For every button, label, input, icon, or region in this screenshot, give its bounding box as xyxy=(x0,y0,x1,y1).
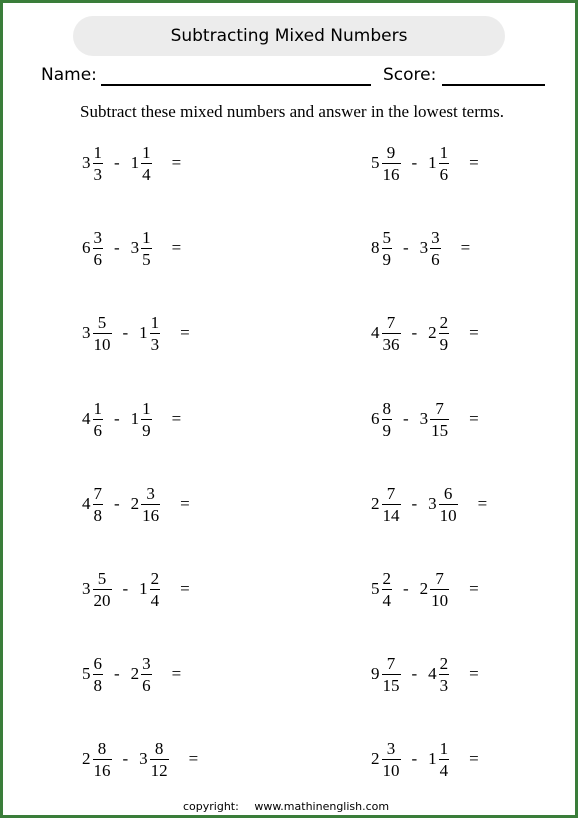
equals-sign: = xyxy=(188,749,199,768)
fraction xyxy=(439,740,450,779)
minus-sign: - xyxy=(122,323,129,342)
fraction xyxy=(439,314,450,353)
title-banner xyxy=(73,16,505,56)
numerator: 8 xyxy=(382,398,391,418)
numerator: 1 xyxy=(150,312,160,332)
numerator: 2 xyxy=(439,312,449,332)
whole-number: 2 xyxy=(130,664,140,683)
equals-sign: = xyxy=(469,323,479,342)
denominator: 3 xyxy=(93,164,102,184)
numerator: 1 xyxy=(142,142,151,162)
minus-sign: - xyxy=(403,579,409,598)
denominator: 16 xyxy=(142,505,160,525)
equals-sign: = xyxy=(171,664,182,683)
denominator: 16 xyxy=(382,164,400,184)
problem-item xyxy=(82,569,190,609)
fraction xyxy=(382,144,401,183)
whole-number: 1 xyxy=(428,153,437,172)
minus-sign: - xyxy=(114,409,120,428)
denominator: 14 xyxy=(382,505,400,525)
minus-sign: - xyxy=(122,579,129,598)
denominator: 10 xyxy=(439,505,457,525)
problem-item xyxy=(371,569,479,609)
fraction xyxy=(141,485,160,524)
denominator: 6 xyxy=(439,164,449,184)
whole-number: 3 xyxy=(82,323,91,342)
fraction xyxy=(150,314,161,353)
numerator: 1 xyxy=(439,738,449,758)
fraction xyxy=(439,144,450,183)
problem-item xyxy=(82,739,198,779)
denominator: 16 xyxy=(93,760,111,780)
fraction xyxy=(141,400,152,439)
fraction xyxy=(150,740,169,779)
fraction xyxy=(382,485,401,524)
problem-item xyxy=(82,228,181,268)
denominator: 20 xyxy=(93,590,111,610)
numerator: 5 xyxy=(97,312,107,332)
fraction xyxy=(93,400,104,439)
equals-sign: = xyxy=(171,409,182,428)
page-title: Subtracting Mixed Numbers xyxy=(170,26,408,46)
numerator: 7 xyxy=(435,398,444,418)
fraction xyxy=(439,485,458,524)
fraction xyxy=(93,314,112,353)
problem-item xyxy=(371,484,487,524)
fraction xyxy=(430,400,449,439)
whole-number: 2 xyxy=(428,323,437,342)
numerator: 1 xyxy=(439,142,449,162)
minus-sign: - xyxy=(411,749,418,768)
equals-sign: = xyxy=(180,494,190,513)
numerator: 9 xyxy=(386,142,396,162)
denominator: 5 xyxy=(142,249,151,269)
fraction xyxy=(430,229,441,268)
footer xyxy=(183,800,389,813)
numerator: 5 xyxy=(97,568,107,588)
minus-sign: - xyxy=(114,494,120,513)
denominator: 10 xyxy=(431,590,449,610)
denominator: 9 xyxy=(382,420,391,440)
problem-item xyxy=(371,399,479,439)
fraction xyxy=(382,655,401,694)
problem-item xyxy=(371,228,470,268)
denominator: 8 xyxy=(93,505,102,525)
whole-number: 4 xyxy=(428,664,437,683)
problem-item xyxy=(371,143,479,183)
fraction xyxy=(382,400,393,439)
whole-number: 3 xyxy=(139,749,148,768)
minus-sign: - xyxy=(122,749,129,768)
fraction xyxy=(93,485,104,524)
denominator: 36 xyxy=(382,334,400,354)
denominator: 15 xyxy=(431,420,449,440)
denominator: 15 xyxy=(382,675,400,695)
problem-item xyxy=(82,484,190,524)
minus-sign: - xyxy=(114,238,120,257)
problem-item xyxy=(371,654,479,694)
numerator: 6 xyxy=(443,483,453,503)
fraction xyxy=(93,570,112,609)
copyright-label: copyright: xyxy=(183,800,239,813)
denominator: 4 xyxy=(142,164,151,184)
fraction xyxy=(382,570,393,609)
whole-number: 4 xyxy=(82,409,91,428)
whole-number: 1 xyxy=(130,153,140,172)
problem-item xyxy=(82,654,181,694)
denominator: 12 xyxy=(150,760,168,780)
equals-sign: = xyxy=(477,494,488,513)
name-score-row xyxy=(41,63,545,89)
minus-sign: - xyxy=(411,323,418,342)
whole-number: 4 xyxy=(371,323,380,342)
whole-number: 4 xyxy=(82,494,91,513)
numerator: 7 xyxy=(386,653,396,673)
whole-number: 3 xyxy=(82,153,91,172)
numerator: 5 xyxy=(382,227,391,247)
numerator: 7 xyxy=(386,312,396,332)
whole-number: 3 xyxy=(419,409,429,428)
equals-sign: = xyxy=(469,749,479,768)
minus-sign: - xyxy=(411,664,418,683)
minus-sign: - xyxy=(411,494,418,513)
denominator: 6 xyxy=(431,249,440,269)
whole-number: 6 xyxy=(82,238,91,257)
whole-number: 8 xyxy=(371,238,380,257)
fraction xyxy=(141,144,152,183)
whole-number: 5 xyxy=(82,664,91,683)
website-link[interactable]: www.mathinenglish.com xyxy=(254,800,390,813)
whole-number: 1 xyxy=(139,579,148,598)
numerator: 3 xyxy=(146,483,155,503)
equals-sign: = xyxy=(469,579,479,598)
numerator: 7 xyxy=(93,483,102,503)
problem-item xyxy=(371,313,479,353)
whole-number: 9 xyxy=(371,664,380,683)
denominator: 6 xyxy=(93,420,102,440)
denominator: 10 xyxy=(93,334,111,354)
denominator: 4 xyxy=(382,590,391,610)
score-label: Score: xyxy=(383,65,437,85)
numerator: 3 xyxy=(142,653,151,673)
fraction xyxy=(382,314,401,353)
numerator: 3 xyxy=(431,227,440,247)
whole-number: 6 xyxy=(371,409,380,428)
whole-number: 2 xyxy=(82,749,91,768)
whole-number: 2 xyxy=(371,494,380,513)
whole-number: 3 xyxy=(82,579,91,598)
numerator: 1 xyxy=(93,398,102,418)
denominator: 6 xyxy=(142,675,151,695)
numerator: 2 xyxy=(439,653,449,673)
numerator: 1 xyxy=(142,227,151,247)
fraction xyxy=(439,655,450,694)
minus-sign: - xyxy=(403,409,409,428)
denominator: 8 xyxy=(93,675,102,695)
instructions: Subtract these mixed numbers and answer in the lowest terms. xyxy=(80,102,504,121)
denominator: 10 xyxy=(382,760,400,780)
equals-sign: = xyxy=(460,238,471,257)
denominator: 6 xyxy=(93,249,102,269)
equals-sign: = xyxy=(469,664,479,683)
equals-sign: = xyxy=(171,238,182,257)
whole-number: 3 xyxy=(419,238,429,257)
whole-number: 5 xyxy=(371,579,380,598)
equals-sign: = xyxy=(180,323,190,342)
minus-sign: - xyxy=(411,153,418,172)
denominator: 9 xyxy=(142,420,151,440)
whole-number: 2 xyxy=(130,494,140,513)
denominator: 3 xyxy=(150,334,160,354)
fraction xyxy=(150,570,161,609)
problem-item xyxy=(82,313,190,353)
fraction xyxy=(141,229,152,268)
whole-number: 5 xyxy=(371,153,380,172)
numerator: 2 xyxy=(150,568,160,588)
problem-item xyxy=(82,143,181,183)
whole-number: 3 xyxy=(428,494,437,513)
score-blank-line xyxy=(442,84,545,86)
numerator: 1 xyxy=(93,142,102,162)
minus-sign: - xyxy=(114,664,120,683)
numerator: 7 xyxy=(386,483,396,503)
whole-number: 1 xyxy=(130,409,140,428)
numerator: 3 xyxy=(93,227,102,247)
whole-number: 2 xyxy=(371,749,380,768)
fraction xyxy=(93,655,104,694)
name-blank-line xyxy=(101,84,371,86)
numerator: 1 xyxy=(142,398,151,418)
equals-sign: = xyxy=(180,579,190,598)
whole-number: 1 xyxy=(139,323,148,342)
equals-sign: = xyxy=(171,153,182,172)
fraction xyxy=(430,570,449,609)
fraction xyxy=(93,740,112,779)
fraction xyxy=(93,144,104,183)
fraction xyxy=(93,229,104,268)
numerator: 8 xyxy=(154,738,164,758)
denominator: 4 xyxy=(439,760,449,780)
denominator: 3 xyxy=(439,675,449,695)
numerator: 6 xyxy=(93,653,102,673)
whole-number: 2 xyxy=(419,579,429,598)
name-label: Name: xyxy=(41,65,97,85)
fraction xyxy=(382,229,393,268)
equals-sign: = xyxy=(469,409,479,428)
fraction xyxy=(382,740,401,779)
denominator: 9 xyxy=(439,334,449,354)
denominator: 4 xyxy=(150,590,160,610)
equals-sign: = xyxy=(469,153,479,172)
numerator: 8 xyxy=(97,738,107,758)
whole-number: 3 xyxy=(130,238,140,257)
problem-item xyxy=(371,739,479,779)
minus-sign: - xyxy=(403,238,409,257)
whole-number: 1 xyxy=(428,749,437,768)
problem-item xyxy=(82,399,181,439)
numerator: 3 xyxy=(386,738,396,758)
numerator: 7 xyxy=(435,568,444,588)
denominator: 9 xyxy=(382,249,391,269)
minus-sign: - xyxy=(114,153,120,172)
fraction xyxy=(141,655,152,694)
numerator: 2 xyxy=(382,568,391,588)
